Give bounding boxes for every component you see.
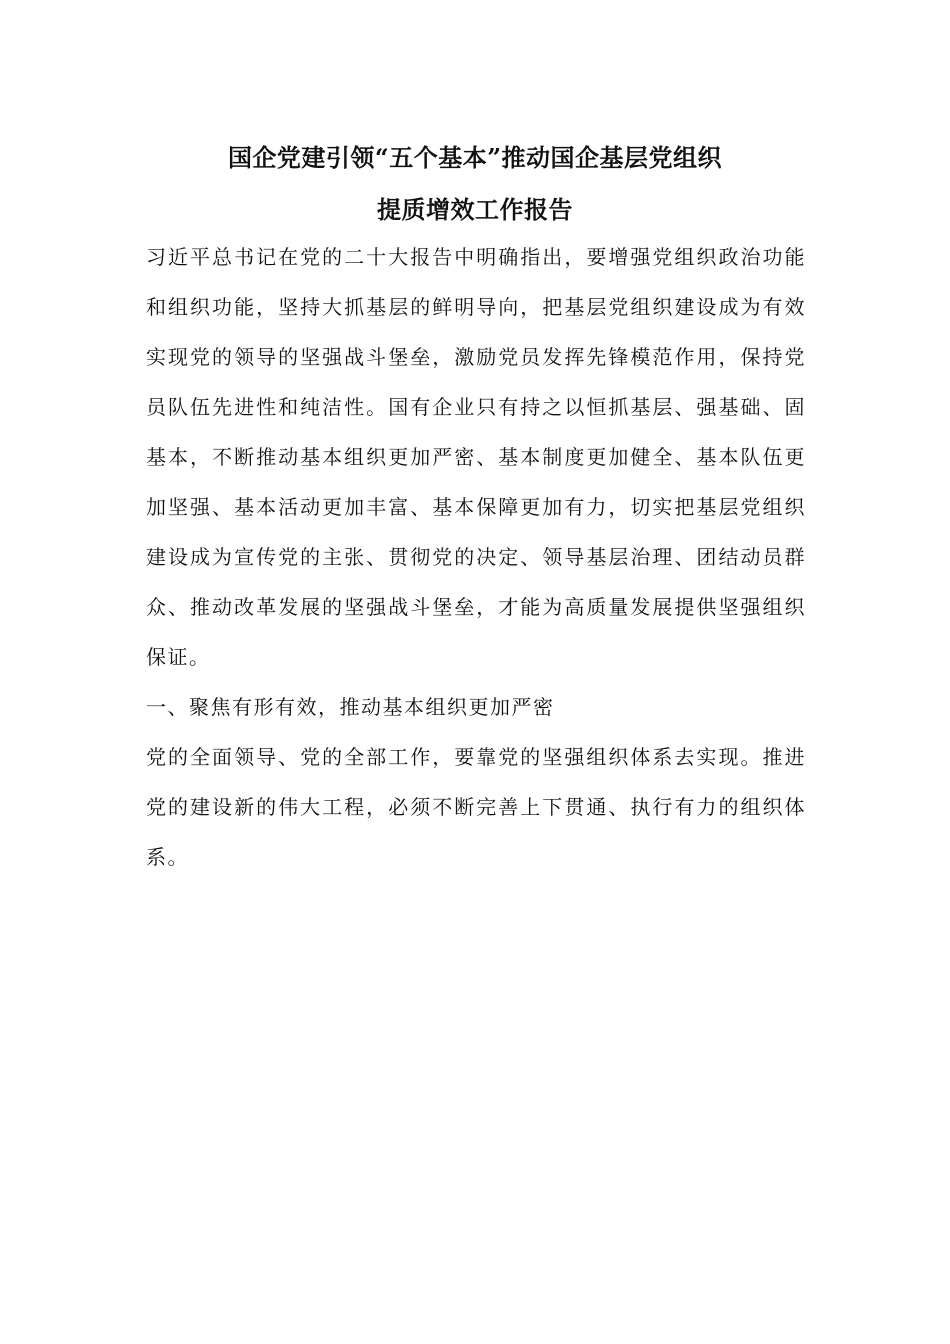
intro-paragraph: 习近平总书记在党的二十大报告中明确指出，要增强党组织政治功能和组织功能，坚持大抓基层的鲜明导向，把基层党组织建设成为有效实现党的领导的坚强战斗堡垒，激励党员发挥先锋模范作用，保持党员队伍先进性和纯洁性。国有企业只有持之以恒抓基层、强基础、固基本，不断推动基本组织更加严密、基本制度更加健全、基本队伍更加坚强、基本活动更加丰富、基本保障更加有力，切实把基层党组织建设成为宣传党的主张、贯彻党的决定、领导基层治理、团结动员群众、推动改革发展的坚强战斗堡垒，才能为高质量发展提供坚强组织保证。 <box>146 245 806 669</box>
title-line-1: 国企党建引领“五个基本”推动国企基层党组织 <box>227 143 723 172</box>
document-body <box>146 232 806 882</box>
section-1-paragraph: 党的全面领导、党的全部工作，要靠党的坚强组织体系去实现。推进党的建设新的伟大工程，必须不断完善上下贯通、执行有力的组织体系。 <box>146 745 806 869</box>
section-1-heading: 一、聚焦有形有效，推动基本组织更加严密 <box>146 695 555 719</box>
title-line-2: 提质增效工作报告 <box>377 195 573 224</box>
document-title <box>0 132 950 236</box>
